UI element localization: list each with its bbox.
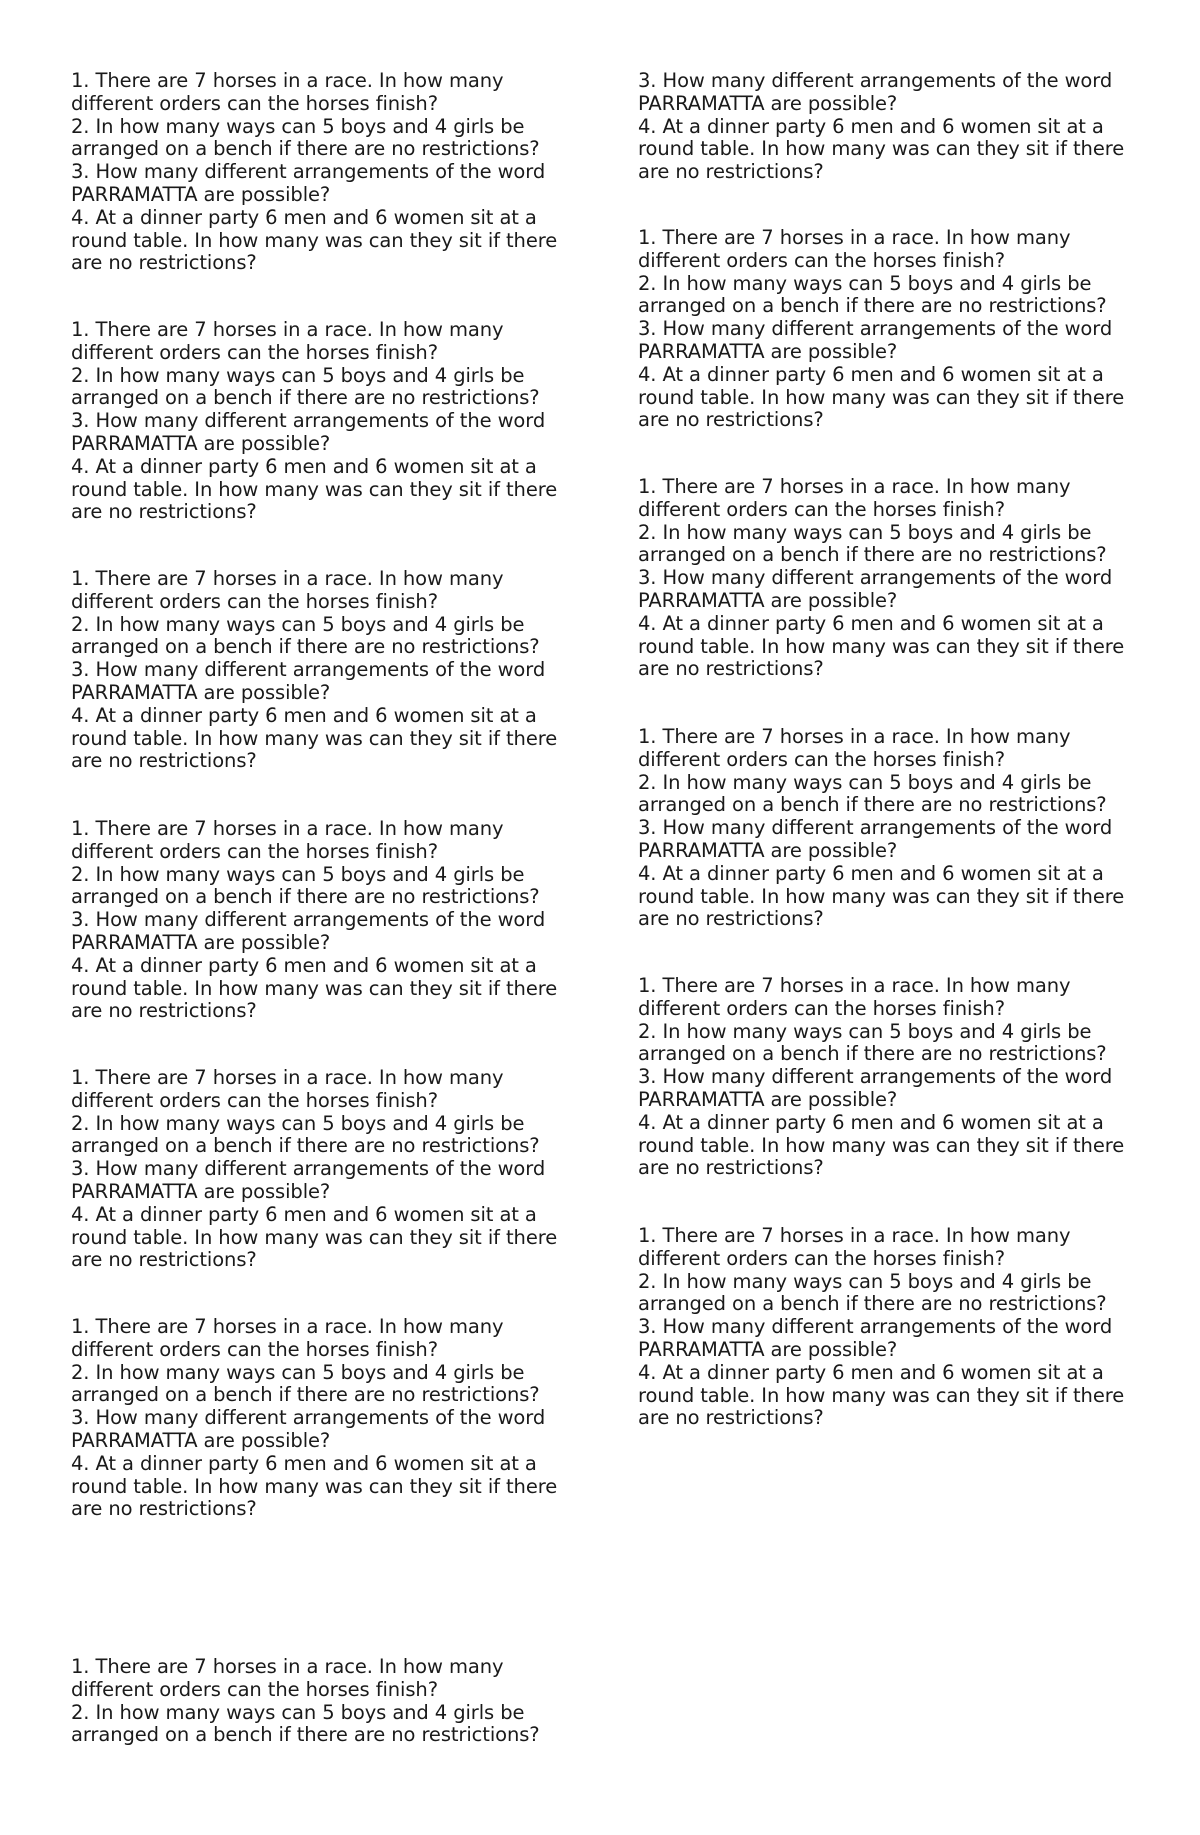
question-text-line: 4. At a dinner party 6 men and 6 women sit at a	[638, 1110, 1104, 1134]
question-3	[638, 817, 1158, 863]
question-text-line: 4. At a dinner party 6 men and 6 women sit at a	[71, 1202, 537, 1226]
question-1	[71, 319, 591, 365]
question-text-line: arranged on a bench if there are no restrictions?	[71, 1723, 540, 1747]
question-text-line: PARRAMATTA are possible?	[638, 339, 898, 363]
question-text-line: are no restrictions?	[638, 657, 824, 681]
question-block	[71, 1656, 591, 1747]
question-text-line: 2. In how many ways can 5 boys and 4 girls be	[71, 114, 525, 138]
question-2	[71, 116, 591, 162]
question-text-line: round table. In how many was can they sit if there	[71, 1225, 558, 1249]
question-text-line: round table. In how many was can they sit if there	[638, 385, 1125, 409]
question-block	[638, 726, 1158, 931]
question-text-line: 3. How many different arrangements of the word	[638, 317, 1113, 341]
question-text-line: 4. At a dinner party 6 men and 6 women sit at a	[71, 1451, 537, 1475]
question-text-line: are no restrictions?	[71, 749, 257, 773]
question-text-line: 3. How many different arrangements of the word	[638, 1065, 1113, 1089]
question-block	[638, 476, 1158, 681]
question-4	[71, 1204, 591, 1272]
question-3	[638, 70, 1158, 116]
question-text-line: are no restrictions?	[71, 1497, 257, 1521]
question-block	[71, 70, 591, 275]
question-1	[71, 70, 591, 116]
question-text-line: 3. How many different arrangements of the word	[71, 658, 546, 682]
question-text-line: 4. At a dinner party 6 men and 6 women sit at a	[71, 205, 537, 229]
question-1	[638, 476, 1158, 522]
question-block	[71, 818, 591, 1023]
question-text-line: 3. How many different arrangements of the word	[71, 1406, 546, 1430]
question-text-line: different orders can the horses finish?	[638, 248, 1005, 272]
question-3	[71, 410, 591, 456]
question-block	[638, 975, 1158, 1180]
question-text-line: different orders can the horses finish?	[638, 497, 1005, 521]
question-text-line: 3. How many different arrangements of the word	[71, 1157, 546, 1181]
question-text-line: 3. How many different arrangements of the word	[71, 160, 546, 184]
question-4	[71, 705, 591, 773]
question-4	[638, 1112, 1158, 1180]
question-text-line: 1. There are 7 horses in a race. In how many	[71, 817, 504, 840]
question-2	[71, 1702, 591, 1748]
question-text-line: arranged on a bench if there are no restrictions?	[638, 294, 1107, 318]
question-2	[638, 1021, 1158, 1067]
question-text-line: PARRAMATTA are possible?	[71, 182, 331, 206]
question-text-line: are no restrictions?	[71, 500, 257, 524]
question-block	[71, 1067, 591, 1272]
question-text-line: 2. In how many ways can 5 boys and 4 girls be	[71, 1360, 525, 1384]
question-text-line: arranged on a bench if there are no restrictions?	[638, 1042, 1107, 1066]
question-2	[638, 522, 1158, 568]
question-3	[638, 567, 1158, 613]
question-1	[71, 1316, 591, 1362]
question-3	[71, 909, 591, 955]
question-1	[71, 568, 591, 614]
question-4	[638, 863, 1158, 931]
question-text-line: different orders can the horses finish?	[71, 1088, 438, 1112]
question-text-line: 4. At a dinner party 6 men and 6 women sit at a	[638, 1360, 1104, 1384]
question-block	[638, 70, 1158, 184]
question-1	[71, 1656, 591, 1702]
question-4	[638, 1362, 1158, 1430]
question-text-line: 3. How many different arrangements of the word	[638, 566, 1113, 590]
question-text-line: round table. In how many was can they sit if there	[638, 1383, 1125, 1407]
question-text-line: 1. There are 7 horses in a race. In how many	[71, 1315, 504, 1338]
question-text-line: 1. There are 7 horses in a race. In how many	[638, 226, 1071, 249]
question-text-line: PARRAMATTA are possible?	[71, 680, 331, 704]
question-text-line: 1. There are 7 horses in a race. In how many	[71, 567, 504, 590]
question-text-line: PARRAMATTA are possible?	[71, 1428, 331, 1452]
question-text-line: 4. At a dinner party 6 men and 6 women sit at a	[638, 611, 1104, 635]
question-text-line: 4. At a dinner party 6 men and 6 women sit at a	[71, 454, 537, 478]
question-text-line: different orders can the horses finish?	[71, 589, 438, 613]
question-block	[638, 1225, 1158, 1430]
question-text-line: 2. In how many ways can 5 boys and 4 girls be	[638, 770, 1092, 794]
question-2	[71, 1113, 591, 1159]
question-text-line: are no restrictions?	[71, 999, 257, 1023]
question-text-line: different orders can the horses finish?	[638, 1246, 1005, 1270]
question-text-line: 2. In how many ways can 5 boys and 4 girls be	[638, 1019, 1092, 1043]
question-text-line: 3. How many different arrangements of the word	[71, 908, 546, 932]
question-block	[71, 568, 591, 773]
question-2	[71, 1362, 591, 1408]
question-4	[638, 116, 1158, 184]
question-text-line: round table. In how many was can they sit if there	[638, 884, 1125, 908]
question-1	[71, 818, 591, 864]
question-text-line: different orders can the horses finish?	[71, 91, 438, 115]
question-text-line: are no restrictions?	[638, 160, 824, 184]
question-text-line: round table. In how many was can they sit if there	[71, 228, 558, 252]
question-2	[638, 273, 1158, 319]
question-text-line: are no restrictions?	[638, 907, 824, 931]
question-4	[71, 456, 591, 524]
question-text-line: arranged on a bench if there are no restrictions?	[638, 543, 1107, 567]
question-2	[638, 1271, 1158, 1317]
question-text-line: round table. In how many was can they sit if there	[638, 1133, 1125, 1157]
question-text-line: arranged on a bench if there are no restrictions?	[638, 1292, 1107, 1316]
question-text-line: PARRAMATTA are possible?	[71, 1179, 331, 1203]
question-text-line: arranged on a bench if there are no restrictions?	[638, 793, 1107, 817]
question-text-line: 3. How many different arrangements of the word	[638, 69, 1113, 92]
question-text-line: 1. There are 7 horses in a race. In how many	[638, 974, 1071, 997]
question-2	[638, 772, 1158, 818]
question-3	[638, 1316, 1158, 1362]
question-text-line: 1. There are 7 horses in a race. In how many	[638, 1224, 1071, 1247]
question-text-line: 1. There are 7 horses in a race. In how many	[71, 1655, 504, 1678]
question-text-line: 2. In how many ways can 5 boys and 4 girls be	[638, 520, 1092, 544]
question-text-line: round table. In how many was can they sit if there	[71, 976, 558, 1000]
question-text-line: round table. In how many was can they sit if there	[71, 477, 558, 501]
question-text-line: round table. In how many was can they sit if there	[638, 137, 1125, 161]
question-text-line: PARRAMATTA are possible?	[638, 588, 898, 612]
question-2	[71, 864, 591, 910]
question-text-line: arranged on a bench if there are no restrictions?	[71, 635, 540, 659]
question-text-line: PARRAMATTA are possible?	[638, 838, 898, 862]
question-3	[638, 1066, 1158, 1112]
question-text-line: PARRAMATTA are possible?	[638, 91, 898, 115]
question-text-line: 2. In how many ways can 5 boys and 4 girls be	[71, 1700, 525, 1724]
question-text-line: 4. At a dinner party 6 men and 6 women sit at a	[638, 362, 1104, 386]
question-text-line: arranged on a bench if there are no restrictions?	[71, 1134, 540, 1158]
question-text-line: are no restrictions?	[71, 251, 257, 275]
question-text-line: different orders can the horses finish?	[71, 1337, 438, 1361]
question-4	[638, 364, 1158, 432]
question-text-line: 2. In how many ways can 5 boys and 4 girls be	[71, 363, 525, 387]
question-text-line: 2. In how many ways can 5 boys and 4 girls be	[71, 612, 525, 636]
question-3	[71, 1158, 591, 1204]
question-4	[638, 613, 1158, 681]
question-3	[71, 1407, 591, 1453]
question-text-line: are no restrictions?	[638, 1406, 824, 1430]
question-text-line: 3. How many different arrangements of the word	[638, 1315, 1113, 1339]
question-text-line: arranged on a bench if there are no restrictions?	[71, 137, 540, 161]
question-2	[71, 365, 591, 411]
question-text-line: PARRAMATTA are possible?	[71, 431, 331, 455]
question-block	[71, 319, 591, 524]
question-3	[71, 659, 591, 705]
question-text-line: 1. There are 7 horses in a race. In how many	[638, 475, 1071, 498]
question-text-line: 1. There are 7 horses in a race. In how many	[71, 69, 504, 92]
question-text-line: PARRAMATTA are possible?	[638, 1337, 898, 1361]
question-text-line: different orders can the horses finish?	[71, 1677, 438, 1701]
question-text-line: arranged on a bench if there are no restrictions?	[71, 1383, 540, 1407]
question-text-line: 2. In how many ways can 5 boys and 4 girls be	[71, 862, 525, 886]
question-text-line: different orders can the horses finish?	[638, 747, 1005, 771]
question-text-line: 2. In how many ways can 5 boys and 4 girls be	[71, 1111, 525, 1135]
question-text-line: are no restrictions?	[71, 1248, 257, 1272]
question-text-line: are no restrictions?	[638, 1156, 824, 1180]
question-text-line: arranged on a bench if there are no restrictions?	[71, 386, 540, 410]
question-text-line: PARRAMATTA are possible?	[71, 930, 331, 954]
question-1	[638, 726, 1158, 772]
question-text-line: 4. At a dinner party 6 men and 6 women sit at a	[638, 114, 1104, 138]
question-text-line: 2. In how many ways can 5 boys and 4 girls be	[638, 1269, 1092, 1293]
question-text-line: 4. At a dinner party 6 men and 6 women sit at a	[638, 861, 1104, 885]
question-1	[638, 975, 1158, 1021]
question-text-line: different orders can the horses finish?	[71, 340, 438, 364]
question-text-line: round table. In how many was can they sit if there	[638, 634, 1125, 658]
question-text-line: 4. At a dinner party 6 men and 6 women sit at a	[71, 953, 537, 977]
question-text-line: 2. In how many ways can 5 boys and 4 girls be	[638, 271, 1092, 295]
question-4	[71, 955, 591, 1023]
question-text-line: 1. There are 7 horses in a race. In how many	[71, 1066, 504, 1089]
question-1	[638, 1225, 1158, 1271]
question-text-line: round table. In how many was can they sit if there	[71, 726, 558, 750]
question-text-line: 1. There are 7 horses in a race. In how many	[638, 725, 1071, 748]
question-text-line: are no restrictions?	[638, 408, 824, 432]
question-text-line: 4. At a dinner party 6 men and 6 women sit at a	[71, 703, 537, 727]
question-4	[71, 207, 591, 275]
question-2	[71, 614, 591, 660]
question-block	[71, 1316, 591, 1521]
question-text-line: different orders can the horses finish?	[71, 839, 438, 863]
question-1	[638, 227, 1158, 273]
question-3	[71, 161, 591, 207]
question-3	[638, 318, 1158, 364]
question-4	[71, 1453, 591, 1521]
question-1	[71, 1067, 591, 1113]
question-text-line: 1. There are 7 horses in a race. In how many	[71, 318, 504, 341]
question-text-line: 3. How many different arrangements of the word	[71, 409, 546, 433]
question-block	[638, 227, 1158, 432]
question-text-line: round table. In how many was can they sit if there	[71, 1474, 558, 1498]
question-text-line: PARRAMATTA are possible?	[638, 1087, 898, 1111]
question-text-line: 3. How many different arrangements of the word	[638, 816, 1113, 840]
question-text-line: arranged on a bench if there are no restrictions?	[71, 885, 540, 909]
question-text-line: different orders can the horses finish?	[638, 996, 1005, 1020]
